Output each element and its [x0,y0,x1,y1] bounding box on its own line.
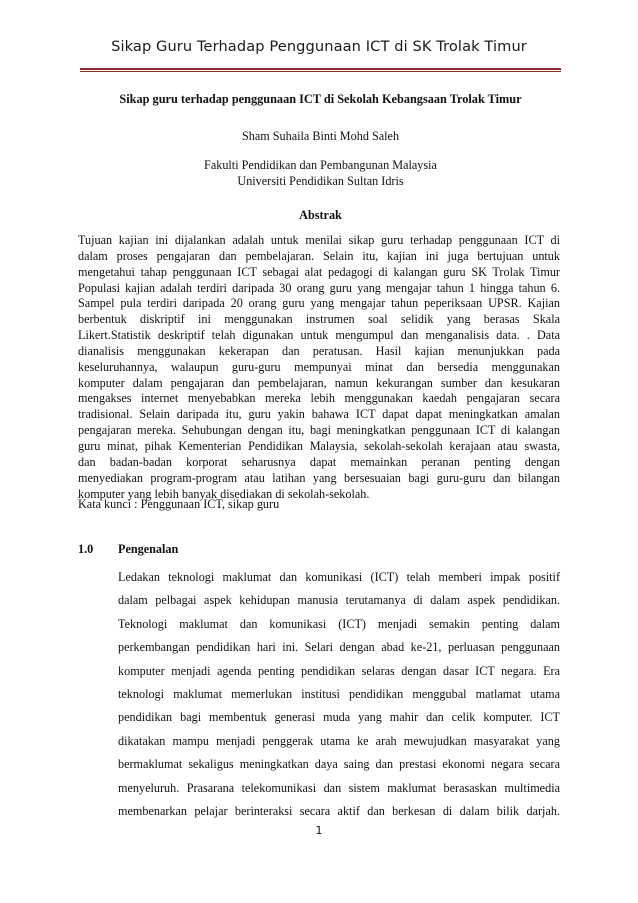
abstract-line: komputer yang lebih banyak disediakan di sekolah-sekolah. [78,486,370,501]
section-number: 1.0 [78,542,94,556]
abstract-line: berbentuk diskriptif ini menggunakan instrumen soal selidik yang berasas Skala [78,312,560,327]
body-line: perkembangan pendidikan hari ini. Selari dengan abad ke-21, perluasan penggunaan [118,640,560,655]
body-line: teknologi maklumat memerlukan institusi pendidikan menggubal matlamat utama [118,686,560,701]
keywords: Kata kunci : Penggunaan ICT, sikap guru [78,497,280,511]
page-number: 1 [315,824,323,837]
body-line: menyeluruh. Prasarana telekomunikasi dan sistem maklumat berasaskan multimedia [118,780,560,795]
author-name: Sham Suhaila Binti Mohd Saleh [241,129,400,143]
abstract-line: mengetahui tahap penggunaan ICT sebagai alat pedagogi di kalangan guru SK Trolak Timur [78,264,560,279]
affiliation-line: Universiti Pendidikan Sultan Idris [237,174,404,188]
abstract-line: keseluruhannya, walaupun guru-guru mempunyai minat dan bersedia menggunakan [78,359,560,374]
abstract-line: komputer dalam pengajaran dan pembelajaran, namun kekurangan sumber dan kesukaran [78,375,560,390]
section-body [118,566,560,823]
paper-title: Sikap guru terhadap penggunaan ICT di Sekolah Kebangsaan Trolak Timur [119,92,522,106]
body-line: dikatakan mampu menjadi penggerak utama ke arah mewujudkan masyarakat yang [118,733,560,748]
running-header: Sikap Guru Terhadap Penggunaan ICT di SK Trolak Timur [111,38,527,55]
body-line: komputer menjadi agenda penting pendidikan selaras dengan dasar ICT negara. Era [118,663,560,678]
abstract-line: mengakses internet menyebabkan mereka lebih menggunakan kaedah pengajaran secara [78,391,560,406]
abstract-line: Sampel pula terdiri daripada 20 orang guru yang mengajar tahun peperiksaan UPSR. Kajian [78,296,560,311]
section-title: Pengenalan [118,542,179,556]
abstract-line: Tujuan kajian ini dijalankan adalah untuk menilai sikap guru terhadap penggunaan ICT di [78,233,560,247]
abstract-line: Likert.Statistik deskriptif telah digunakan untuk mengumpul dan menganalisis data. . Data [78,328,560,343]
body-line: Ledakan teknologi maklumat dan komunikasi (ICT) telah memberi impak positif [118,570,560,584]
body-line: membenarkan pelajar berinteraksi secara aktif dan berkesan di dalam bilik darjah. [118,803,560,818]
abstract-line: dan badan-badan korporat seharusnya dapat memainkan peranan penting dengan [78,454,560,469]
abstract-line: Populasi kajian adalah terdiri daripada 30 orang guru yang mengajar tahun 1 hingga tahun 6. [78,280,560,295]
body-line: dalam pelbagai aspek kehidupan manusia terutamanya di dalam aspek pendidikan. [118,593,560,608]
affiliation-line: Fakulti Pendidikan dan Pembangunan Malaysia [204,158,437,172]
abstract-line: pengajaran mereka. Sehubungan dengan itu, bagi meningkatkan penggunaan ICT di kalangan [78,423,560,438]
abstract-heading: Abstrak [299,208,342,222]
abstract-body [78,233,560,502]
body-line: Teknologi maklumat dan komunikasi (ICT) menjadi semakin penting dalam [118,616,560,631]
abstract-line: guru minat, pihak Kementerian Pendidikan Malaysia, sekolah-sekolah kerajaan atau swasta, [78,438,560,453]
abstract-line: dalam proses pengajaran dan pembelajaran. Selain itu, kajian ini juga bertujuan untuk [78,248,560,263]
body-line: pendidikan bagi membentuk generasi muda yang mahir dan celik komputer. ICT [118,710,560,725]
header-rule [80,68,561,72]
abstract-line: tradisional. Selain daripada itu, guru yakin bahawa ICT dapat dapat meningkatkan amalan [78,407,560,422]
abstract-line: menyediakan program-program atau latihan yang bersesuaian bagi guru-guru dan bilangan [78,470,560,485]
abstract-line: dianalisis menggunakan kekerapan dan peratusan. Hasil kajian menunjukkan pada [78,343,560,358]
affiliation [80,157,561,189]
body-line: bermaklumat sekaligus meningkatkan daya saing dan prestasi ekonomi negara secara [118,757,560,772]
